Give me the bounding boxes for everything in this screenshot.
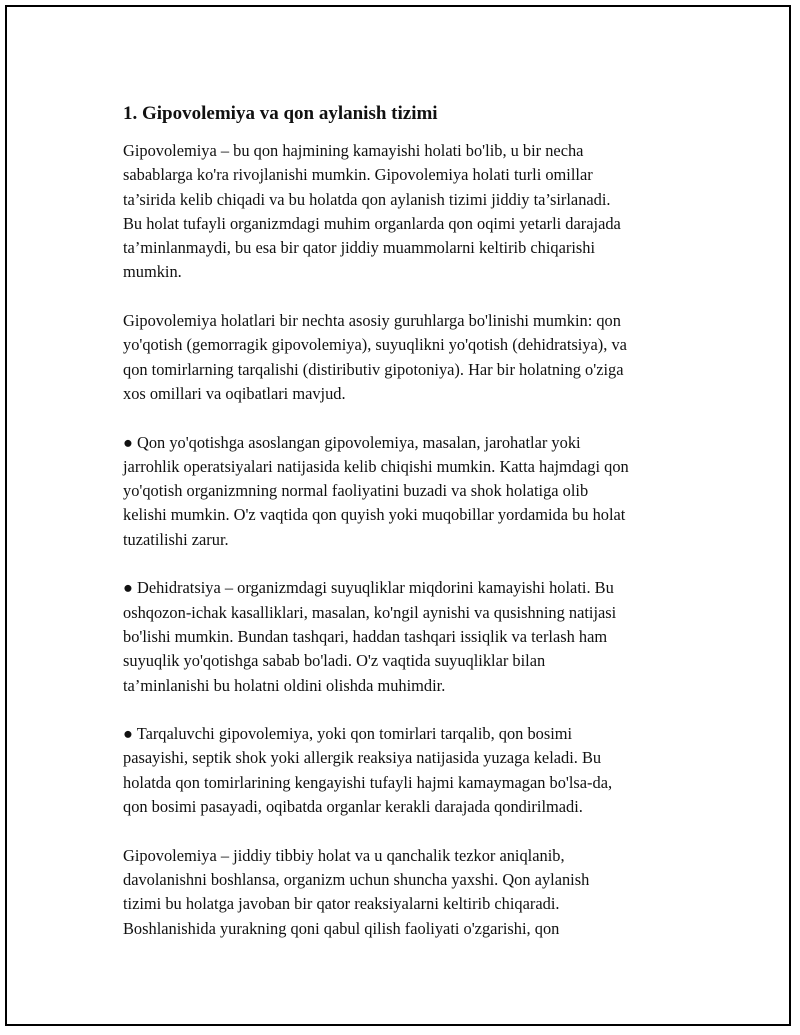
text-line: tuzatilishi zarur. xyxy=(123,529,229,549)
text-line: Gipovolemiya holatlari bir nechta asosiy guruhlarga bo'linishi mumkin: qon xyxy=(123,311,621,331)
bullet-dehydration xyxy=(123,576,703,697)
text-line: xos omillari va oqibatlari mavjud. xyxy=(123,383,346,403)
text-line: pasayishi, septik shok yoki allergik reaksiya natijasida yuzaga keladi. Bu xyxy=(123,748,602,768)
page-frame xyxy=(5,5,791,1026)
text-line: oshqozon-ichak kasalliklari, masalan, ko'ngil aynishi va qusishning natijasi xyxy=(123,602,617,622)
text-line: yo'qotish organizmning normal faoliyatini buzadi va shok holatiga olib xyxy=(123,481,589,501)
text-line: qon bosimi pasayadi, oqibatda organlar kerakli darajada qondirilmadi. xyxy=(123,797,583,817)
section-heading: 1. Gipovolemiya va qon aylanish tizimi xyxy=(123,103,438,124)
text-line: ta’sirida kelib chiqadi va bu holatda qon aylanish tizimi jiddiy ta’sirlanadi. xyxy=(123,189,611,209)
text-line: sabablarga ko'ra rivojlanishi mumkin. Gipovolemiya holati turli omillar xyxy=(123,165,593,185)
text-line: davolanishni boshlansa, organizm uchun shuncha yaxshi. Qon aylanish xyxy=(123,869,590,889)
page-content xyxy=(123,101,703,965)
text-line: yo'qotish (gemorragik gipovolemiya), suyuqlikni yo'qotish (dehidratsiya), va xyxy=(123,335,627,355)
text-line: holatda qon tomirlarining kengayishi tufayli hajmi kamaymagan bo'lsa-da, xyxy=(123,772,613,792)
text-line: kelishi mumkin. O'z vaqtida qon quyish yoki muqobillar yordamida bu holat xyxy=(123,505,626,525)
text-line: mumkin. xyxy=(123,262,182,282)
text-line: ● Dehidratsiya – organizmdagi suyuqliklar miqdorini kamayishi holati. Bu xyxy=(123,578,614,598)
paragraph-conclusion xyxy=(123,844,703,941)
bullet-blood-loss xyxy=(123,431,703,552)
bullet-distributive xyxy=(123,722,703,819)
text-line: bo'lishi mumkin. Bundan tashqari, haddan tashqari issiqlik va terlash ham xyxy=(123,626,608,646)
text-line: ta’minlanmaydi, bu esa bir qator jiddiy muammolarni keltirib chiqarishi xyxy=(123,238,596,258)
text-line: Boshlanishida yurakning qoni qabul qilish faoliyati o'zgarishi, qon xyxy=(123,918,560,938)
text-line: ● Tarqaluvchi gipovolemiya, yoki qon tomirlari tarqalib, qon bosimi xyxy=(123,724,573,744)
text-line: Gipovolemiya – bu qon hajmining kamayishi holati bo'lib, u bir necha xyxy=(123,141,584,160)
text-line: Bu holat tufayli organizmdagi muhim organlarda qon oqimi yetarli darajada xyxy=(123,213,621,233)
paragraph-groups xyxy=(123,309,703,406)
paragraph-intro xyxy=(123,139,703,285)
text-line: Gipovolemiya – jiddiy tibbiy holat va u qanchalik tezkor aniqlanib, xyxy=(123,845,565,865)
text-line: jarrohlik operatsiyalari natijasida kelib chiqishi mumkin. Katta hajmdagi qon xyxy=(123,456,629,476)
text-line: suyuqlik yo'qotishga sabab bo'ladi. O'z vaqtida suyuqliklar bilan xyxy=(123,651,546,671)
text-line: ● Qon yo'qotishga asoslangan gipovolemiya, masalan, jarohatlar yoki xyxy=(123,432,581,452)
text-line: ta’minlanishi bu holatni oldini olishda muhimdir. xyxy=(123,675,446,695)
text-line: tizimi bu holatga javoban bir qator reaksiyalarni keltirib chiqaradi. xyxy=(123,894,560,914)
text-line: qon tomirlarning tarqalishi (distiributiv gipotoniya). Har bir holatning o'ziga xyxy=(123,359,624,379)
